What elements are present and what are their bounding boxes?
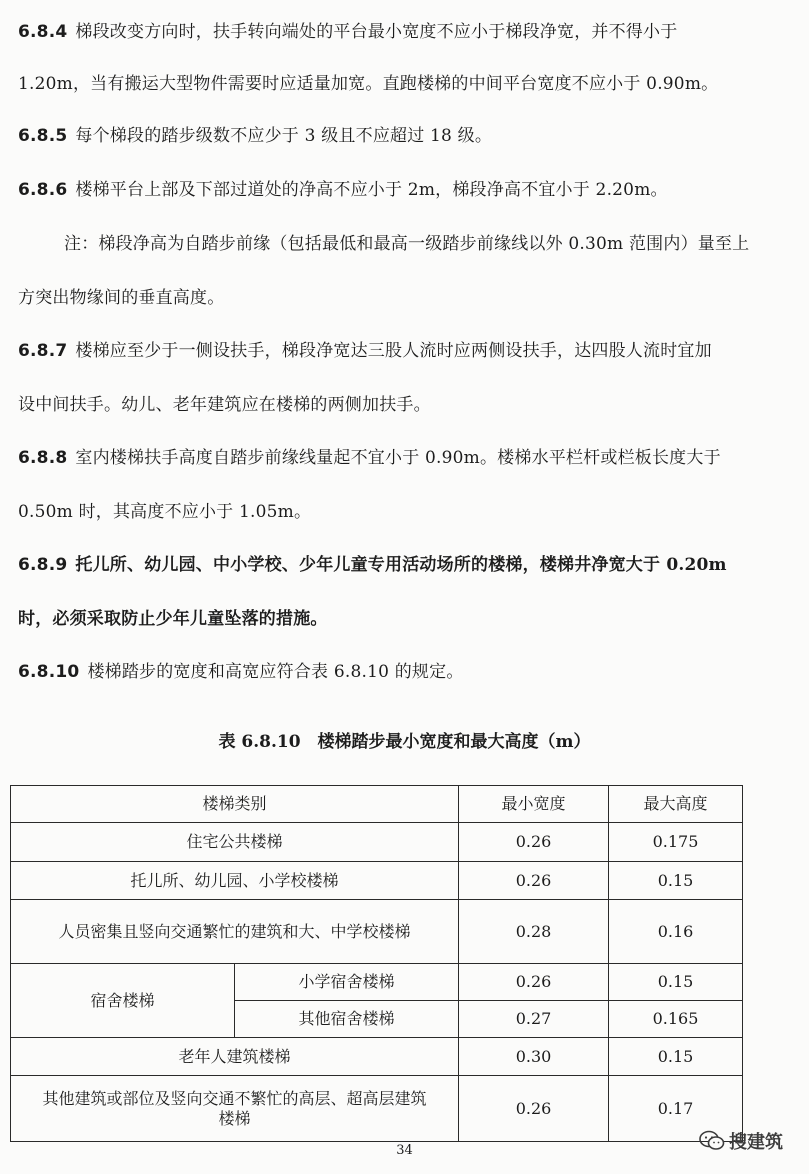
row-category: 其他宿舍楼梯 bbox=[235, 1001, 459, 1038]
clause-text: 室内楼梯扶手高度自踏步前缘线量起不宜小于 0.90m。楼梯水平栏杆或栏板长度大于 bbox=[75, 448, 721, 468]
clause-text: 楼梯应至少于一侧设扶手，梯段净宽达三股人流时应两侧设扶手，达四股人流时宜加 bbox=[75, 341, 712, 361]
row-max-height: 0.16 bbox=[609, 900, 743, 964]
stair-step-table bbox=[10, 785, 743, 1142]
clause-text: 梯段改变方向时，扶手转向端处的平台最小宽度不应小于梯段净宽，并不得小于 bbox=[75, 22, 678, 42]
note-text: 方突出物缘间的垂直高度。 bbox=[18, 288, 225, 308]
watermark-text: 搜建筑 bbox=[729, 1132, 783, 1153]
clause-6-8-9-cont bbox=[18, 609, 798, 629]
clause-6-8-4 bbox=[18, 22, 798, 42]
clause-number: 6.8.7 bbox=[18, 341, 68, 361]
clause-number: 6.8.5 bbox=[18, 126, 68, 146]
row-max-height: 0.15 bbox=[609, 1038, 743, 1076]
clause-6-8-7-cont bbox=[18, 395, 798, 415]
row-category: 其他建筑或部位及竖向交通不繁忙的高层、超高层建筑楼梯 bbox=[11, 1076, 459, 1142]
row-min-width: 0.26 bbox=[459, 1076, 609, 1142]
row-min-width: 0.30 bbox=[459, 1038, 609, 1076]
clause-text: 0.50m 时，其高度不应小于 1.05m。 bbox=[18, 502, 312, 522]
clause-6-8-4-cont bbox=[18, 74, 798, 94]
table-row bbox=[11, 823, 743, 862]
clause-6-8-8 bbox=[18, 448, 798, 468]
note-text: 注：梯段净高为自踏步前缘（包括最低和最高一级踏步前缘线以外 0.30m 范围内）量至上 bbox=[64, 234, 750, 254]
clause-number: 6.8.6 bbox=[18, 180, 68, 200]
watermark bbox=[699, 1128, 783, 1154]
table-row bbox=[11, 862, 743, 900]
table-row bbox=[11, 900, 743, 964]
row-max-height: 0.15 bbox=[609, 964, 743, 1001]
table-title: 表 6.8.10 楼梯踏步最小宽度和最大高度（m） bbox=[218, 732, 591, 752]
header-category: 楼梯类别 bbox=[11, 786, 459, 823]
wechat-icon bbox=[699, 1130, 725, 1152]
clause-number: 6.8.9 bbox=[18, 555, 68, 575]
clause-text: 时，必须采取防止少年儿童坠落的措施。 bbox=[18, 609, 328, 629]
table-row bbox=[11, 1038, 743, 1076]
clause-text: 楼梯平台上部及下部过道处的净高不应小于 2m，梯段净高不宜小于 2.20m。 bbox=[75, 180, 668, 200]
clause-6-8-9 bbox=[18, 555, 798, 575]
clause-6-8-6-note bbox=[64, 234, 809, 254]
row-category: 老年人建筑楼梯 bbox=[11, 1038, 459, 1076]
row-max-height: 0.17 bbox=[609, 1076, 743, 1142]
clause-text: 楼梯踏步的宽度和高宽应符合表 6.8.10 的规定。 bbox=[87, 662, 464, 682]
clause-6-8-7 bbox=[18, 341, 798, 361]
header-min-width: 最小宽度 bbox=[459, 786, 609, 823]
clause-6-8-5 bbox=[18, 126, 798, 146]
row-category: 托儿所、幼儿园、小学校楼梯 bbox=[11, 862, 459, 900]
row-category: 小学宿舍楼梯 bbox=[235, 964, 459, 1001]
clause-number: 6.8.10 bbox=[18, 662, 80, 682]
row-max-height: 0.15 bbox=[609, 862, 743, 900]
row-min-width: 0.26 bbox=[459, 823, 609, 862]
clause-number: 6.8.4 bbox=[18, 22, 68, 42]
clause-6-8-10 bbox=[18, 662, 798, 682]
clause-6-8-6 bbox=[18, 180, 798, 200]
table-row bbox=[11, 964, 743, 1001]
clause-6-8-6-note-cont bbox=[18, 288, 798, 308]
header-max-height: 最大高度 bbox=[609, 786, 743, 823]
row-max-height: 0.175 bbox=[609, 823, 743, 862]
row-max-height: 0.165 bbox=[609, 1001, 743, 1038]
row-group-dormitory: 宿舍楼梯 bbox=[11, 964, 235, 1038]
table-row bbox=[11, 1076, 743, 1142]
clause-text: 1.20m，当有搬运大型物件需要时应适量加宽。直跑楼梯的中间平台宽度不应小于 0.90m。 bbox=[18, 74, 719, 94]
page-number: 34 bbox=[396, 1143, 413, 1158]
row-category: 人员密集且竖向交通繁忙的建筑和大、中学校楼梯 bbox=[11, 900, 459, 964]
table-header-row bbox=[11, 786, 743, 823]
row-min-width: 0.26 bbox=[459, 964, 609, 1001]
clause-6-8-8-cont bbox=[18, 502, 798, 522]
clause-number: 6.8.8 bbox=[18, 448, 68, 468]
row-category: 住宅公共楼梯 bbox=[11, 823, 459, 862]
clause-text: 设中间扶手。幼儿、老年建筑应在楼梯的两侧加扶手。 bbox=[18, 395, 431, 415]
row-min-width: 0.27 bbox=[459, 1001, 609, 1038]
row-min-width: 0.26 bbox=[459, 862, 609, 900]
row-min-width: 0.28 bbox=[459, 900, 609, 964]
clause-text: 托儿所、幼儿园、中小学校、少年儿童专用活动场所的楼梯，楼梯井净宽大于 0.20m bbox=[75, 555, 727, 575]
clause-text: 每个梯段的踏步级数不应少于 3 级且不应超过 18 级。 bbox=[75, 126, 493, 146]
